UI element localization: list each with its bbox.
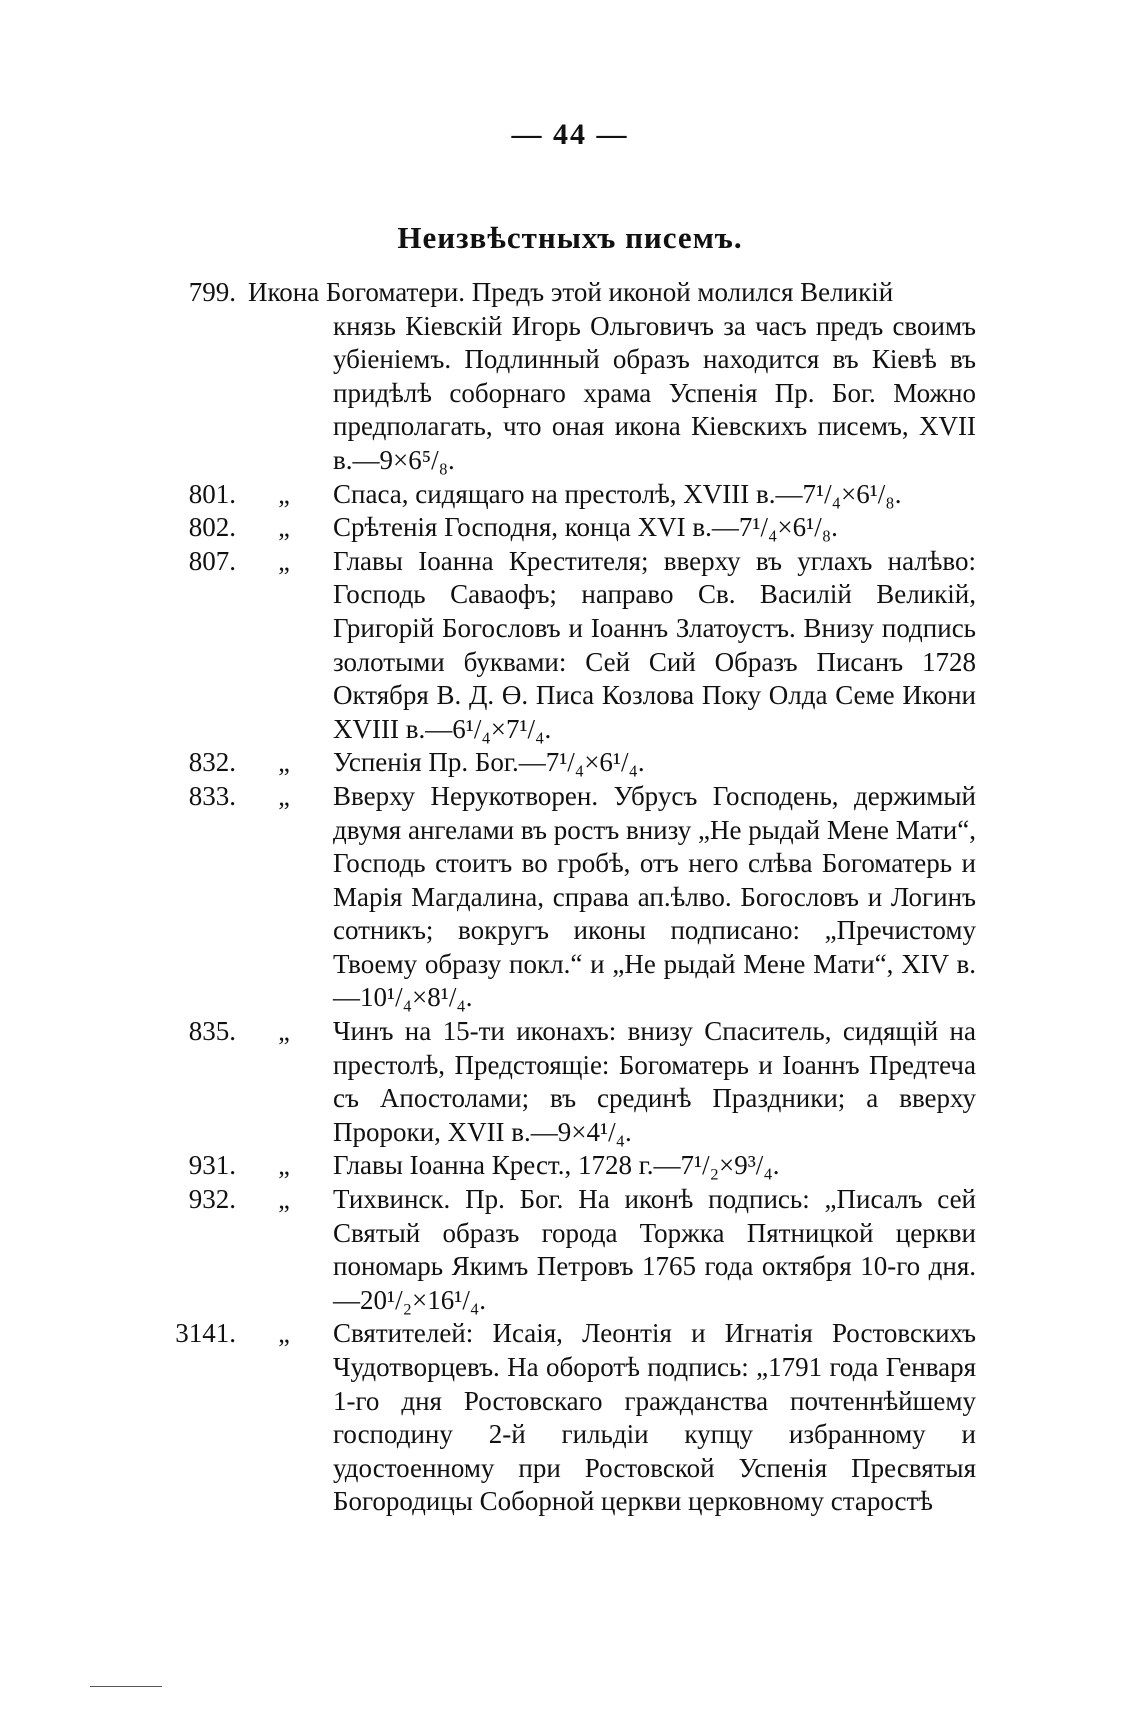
catalog-entry-799 [0,276,1140,478]
catalog-entry-801 [0,478,1140,512]
entry-description [248,276,976,478]
ditto-mark: „ [278,513,290,543]
ditto-mark: „ [278,781,290,811]
entry-description-first-line: Икона Богоматери. Предъ этой иконой молился Великій [248,277,894,307]
entry-description: Чинъ на 15-ти иконахъ: внизу Спаситель, сидящій на престолѣ, Предстоящіе: Богоматерь и Іоаннъ Предтеча съ Апостолами; въ срединѣ Праздники; а вверху Пророки, XVII в.—9×4¹/₄. [333,1016,976,1147]
page-number: — 44 — [511,118,629,151]
entry-number: 932. [188,1184,236,1215]
entry-number: 799. [188,277,236,307]
catalog-entry-835 [0,1015,1140,1149]
ditto-mark: „ [278,546,290,576]
ditto-mark: „ [278,479,290,509]
catalog-entry-931 [0,1149,1140,1183]
entry-number: 832. [188,747,236,778]
catalog-entry-832 [0,746,1140,780]
ditto-mark: „ [278,1151,290,1181]
entry-description: Главы Іоанна Крест., 1728 г.—7¹/₂×9³/₄. [333,1150,780,1181]
ditto-mark: „ [278,1017,290,1047]
entry-description: Успенія Пр. Бог.—7¹/₄×6¹/₄. [333,747,645,778]
catalog-entry-932 [0,1183,1140,1317]
catalog-list [0,276,1140,1519]
ditto-mark: „ [278,1185,290,1215]
footer-rule [90,1686,162,1687]
entry-description: Вверху Нерукотворен. Убрусъ Господень, держимый двумя ангелами въ ростъ внизу „Не рыдай Мене Мати“, Господь стоитъ во гробѣ, отъ него слѣва Богоматерь и Марія Магдалина, справа ап.ѣлво. Богословъ и Логинъ сотникъ; вокругъ иконы подписано: „Пречистому Твоему образу покл.“ и „Не рыдай Мене Мати“, XIV в.—10¹/₄×8¹/₄. [333,780,976,1013]
entry-number: 835. [188,1016,236,1047]
entry-number: 833. [188,780,236,811]
catalog-entry-802 [0,511,1140,545]
ditto-mark: „ [278,1319,290,1349]
entry-description: Тихвинск. Пр. Бог. На иконѣ подпись: „Писалъ сей Святый образъ города Торжка Пятницкой церкви пономарь Якимъ Петровъ 1765 года октября 10-го дня.—20¹/₂×16¹/₄. [333,1184,976,1315]
catalog-entry-807 [0,545,1140,747]
entry-description: Спаса, сидящаго на престолѣ, XVIII в.—7¹/₄×6¹/₈. [333,478,902,509]
entry-number: 3141. [175,1318,236,1349]
entry-number: 807. [188,545,236,576]
catalog-entry-3141 [0,1317,1140,1519]
catalog-entry-833 [0,780,1140,1015]
entry-number: 801. [188,478,236,509]
ditto-mark: „ [278,748,290,778]
entry-description: Святителей: Исаія, Леонтія и Игнатія Ростовскихъ Чудотворцевъ. На оборотѣ подпись: „1791 года Генваря 1-го дня Ростовскаго гражданства почтеннѣйшему господину 2-й гильдіи купцу избранному и удостоенному при Ростовской Успенія Пресвятыя Богородицы Соборной церкви церковному старостѣ [333,1318,976,1517]
entry-number: 931. [188,1150,236,1181]
entry-description: Главы Іоанна Крестителя; вверху въ углахъ налѣво: Господь Саваофъ; направо Св. Василій Великій, Григорій Богословъ и Іоаннъ Златоустъ. Внизу подпись золотыми буквами: Сей Сий Образъ Писанъ 1728 Октября В. Д. Ө. Писа Козлова Поку Олда Семе Икони XVIII в.—6¹/₄×7¹/₄. [333,545,976,744]
entry-description: Срѣтенія Господня, конца XVI в.—7¹/₄×6¹/₈. [333,512,838,543]
entry-number: 802. [188,512,236,543]
entry-description-continuation: князь Кіевскій Игорь Ольговичъ за часъ предъ своимъ убіеніемъ. Подлинный образъ находится въ Кіевѣ въ придѣлѣ соборнаго храма Успенія Пр. Бог. Можно предполагать, что оная икона Кіевскихъ писемъ, XVII в.—9×6⁵/₈. [333,310,976,475]
section-title: Неизвѣстныхъ писемъ. [397,220,743,255]
